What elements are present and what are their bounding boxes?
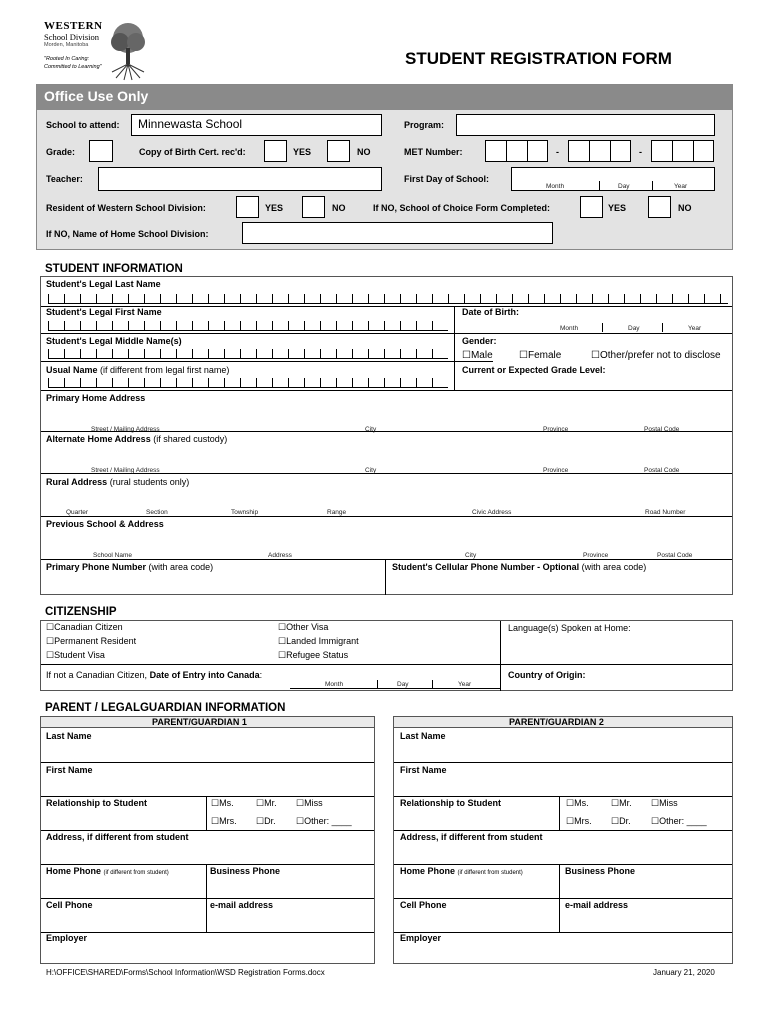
dob-year: Year — [688, 325, 702, 332]
logo-sub: School Division — [44, 32, 100, 42]
met-input-1[interactable] — [485, 140, 548, 162]
rural-range: Range — [327, 509, 347, 516]
tree-icon — [106, 20, 150, 82]
origin-label: Country of Origin: — [508, 670, 586, 680]
met-dash-2: - — [639, 147, 642, 157]
g2-first-name: First Name — [400, 765, 447, 775]
g2-business-phone: Business Phone — [565, 866, 636, 876]
grade-level-label: Current or Expected Grade Level: — [462, 365, 606, 375]
alt-address-label: Alternate Home Address (if shared custody) — [46, 434, 228, 444]
teacher-label: Teacher: — [46, 174, 83, 184]
school-label: School to attend: — [46, 120, 120, 130]
g2-miss[interactable]: ☐Miss — [651, 798, 678, 808]
program-label: Program: — [404, 120, 445, 130]
g1-relationship: Relationship to Student — [46, 798, 147, 808]
school-value: Minnewasta School — [138, 117, 243, 131]
first-name-input[interactable] — [48, 321, 448, 331]
met-label: MET Number: — [404, 147, 463, 157]
gender-other[interactable]: ☐Other/prefer not to disclose — [591, 350, 721, 361]
g1-mr[interactable]: ☐Mr. — [256, 798, 277, 808]
g1-employer: Employer — [46, 933, 88, 943]
g1-mrs[interactable]: ☐Mrs. — [211, 816, 237, 826]
g2-other[interactable]: ☐Other: ____ — [651, 816, 707, 826]
met-input-2[interactable] — [568, 140, 631, 162]
entry-day: Day — [397, 681, 409, 688]
g1-business-phone: Business Phone — [210, 866, 281, 876]
form-title: STUDENT REGISTRATION FORM — [405, 49, 672, 68]
first-day-year: Year — [674, 183, 688, 190]
choice-no-box[interactable] — [648, 196, 671, 218]
g1-miss[interactable]: ☐Miss — [296, 798, 323, 808]
prev-school-name: School Name — [93, 552, 133, 559]
canadian-citizen[interactable]: ☐Canadian Citizen — [46, 622, 123, 632]
g2-mrs[interactable]: ☐Mrs. — [566, 816, 592, 826]
logo-motto-1: "Rooted In Caring: — [44, 56, 90, 62]
logo-name: WESTERN — [44, 20, 103, 32]
primary-street: Street / Mailing Address — [91, 426, 160, 433]
g1-email: e-mail address — [210, 900, 274, 910]
logo-place: Morden, Manitoba — [44, 42, 89, 48]
g2-address: Address, if different from student — [400, 832, 543, 842]
middle-name-input[interactable] — [48, 349, 448, 359]
first-day-day: Day — [618, 183, 630, 190]
grade-label: Grade: — [46, 147, 76, 157]
dob-month: Month — [560, 325, 579, 332]
first-day-month: Month — [546, 183, 565, 190]
g2-employer: Employer — [400, 933, 442, 943]
alt-postal: Postal Code — [644, 467, 680, 474]
g1-first-name: First Name — [46, 765, 93, 775]
landed-immigrant[interactable]: ☐Landed Immigrant — [278, 636, 359, 646]
g2-last-name: Last Name — [400, 731, 446, 741]
entry-date-label: If not a Canadian Citizen, Date of Entry into Canada: — [46, 670, 263, 680]
choice-label: If NO, School of Choice Form Completed: — [373, 203, 551, 213]
rural-road: Road Number — [645, 509, 686, 516]
dob-day: Day — [628, 325, 640, 332]
prev-school-province: Province — [583, 552, 609, 559]
g1-address: Address, if different from student — [46, 832, 189, 842]
gender-female[interactable]: ☐Female — [519, 350, 562, 361]
office-title: Office Use Only — [37, 85, 732, 110]
teacher-input[interactable] — [98, 167, 382, 191]
home-div-label: If NO, Name of Home School Division: — [46, 229, 209, 239]
student-heading: STUDENT INFORMATION — [45, 263, 183, 275]
last-name-label: Student's Legal Last Name — [46, 279, 161, 289]
birth-cert-no: NO — [357, 147, 371, 157]
languages-label: Language(s) Spoken at Home: — [508, 623, 631, 633]
rural-address-label: Rural Address (rural students only) — [46, 477, 190, 487]
alt-city: City — [365, 467, 377, 474]
met-input-3[interactable] — [651, 140, 714, 162]
resident-yes: YES — [265, 203, 284, 213]
g1-cell-phone: Cell Phone — [46, 900, 93, 910]
other-visa[interactable]: ☐Other Visa — [278, 622, 329, 632]
g2-email: e-mail address — [565, 900, 629, 910]
student-visa[interactable]: ☐Student Visa — [46, 650, 105, 660]
guardian-1-title: PARENT/GUARDIAN 1 — [152, 717, 247, 727]
primary-address-label: Primary Home Address — [46, 393, 146, 403]
prev-school-city: City — [465, 552, 477, 559]
g2-relationship: Relationship to Student — [400, 798, 501, 808]
birth-cert-yes-box[interactable] — [264, 140, 287, 162]
guardian-2-title: PARENT/GUARDIAN 2 — [509, 717, 604, 727]
permanent-resident[interactable]: ☐Permanent Resident — [46, 636, 137, 646]
rural-section: Section — [146, 509, 168, 516]
footer-path: H:\OFFICE\SHARED\Forms\School Information\WSD Registration Forms.docx — [46, 968, 325, 977]
rural-township: Township — [231, 509, 259, 516]
refugee-status[interactable]: ☐Refugee Status — [278, 650, 349, 660]
parent-heading: PARENT / LEGALGUARDIAN INFORMATION — [45, 702, 286, 714]
resident-no: NO — [332, 203, 346, 213]
resident-no-box[interactable] — [302, 196, 325, 218]
usual-name-input[interactable] — [48, 378, 448, 388]
g2-dr[interactable]: ☐Dr. — [611, 816, 631, 826]
entry-year: Year — [458, 681, 472, 688]
choice-no: NO — [678, 203, 692, 213]
entry-month: Month — [325, 681, 344, 688]
alt-street: Street / Mailing Address — [91, 467, 160, 474]
gender-male[interactable]: ☐Male — [462, 350, 493, 361]
g2-mr[interactable]: ☐Mr. — [611, 798, 632, 808]
usual-name-label: Usual Name (if different from legal first name) — [46, 365, 230, 375]
program-input[interactable] — [456, 114, 715, 136]
grade-input[interactable] — [89, 140, 113, 162]
rural-civic: Civic Address — [472, 509, 512, 516]
primary-province: Province — [543, 426, 569, 433]
birth-cert-no-box[interactable] — [327, 140, 350, 162]
gender-label: Gender: — [462, 336, 497, 346]
g2-ms[interactable]: ☐Ms. — [566, 798, 589, 808]
prev-school-address: Address — [268, 552, 292, 559]
dob-label: Date of Birth: — [462, 307, 519, 317]
alt-province: Province — [543, 467, 569, 474]
resident-label: Resident of Western School Division: — [46, 203, 206, 213]
g2-cell-phone: Cell Phone — [400, 900, 447, 910]
primary-city: City — [365, 426, 377, 433]
home-div-input[interactable] — [242, 222, 553, 244]
rural-quarter: Quarter — [66, 509, 89, 516]
footer-date: January 21, 2020 — [653, 968, 715, 977]
prev-school-postal: Postal Code — [657, 552, 693, 559]
first-day-label: First Day of School: — [404, 174, 490, 184]
prev-school-label: Previous School & Address — [46, 519, 164, 529]
met-dash-1: - — [556, 147, 559, 157]
cell-phone-label: Student's Cellular Phone Number - Optional (with area code) — [392, 562, 647, 572]
last-name-input[interactable] — [48, 294, 728, 304]
resident-yes-box[interactable] — [236, 196, 259, 218]
choice-yes-box[interactable] — [580, 196, 603, 218]
g1-home-phone: Home Phone (if different from student) — [46, 866, 169, 876]
birth-cert-label: Copy of Birth Cert. rec'd: — [139, 147, 246, 157]
primary-phone-label: Primary Phone Number (with area code) — [46, 562, 214, 572]
first-name-label: Student's Legal First Name — [46, 307, 162, 317]
logo-motto-2: Committed to Learning" — [44, 64, 102, 70]
middle-name-label: Student's Legal Middle Name(s) — [46, 336, 182, 346]
citizenship-heading: CITIZENSHIP — [45, 606, 117, 618]
birth-cert-yes: YES — [293, 147, 312, 157]
g1-ms[interactable]: ☐Ms. — [211, 798, 234, 808]
primary-postal: Postal Code — [644, 426, 680, 433]
g1-other[interactable]: ☐Other: ____ — [296, 816, 352, 826]
choice-yes: YES — [608, 203, 627, 213]
g2-home-phone: Home Phone (if different from student) — [400, 866, 523, 876]
g1-last-name: Last Name — [46, 731, 92, 741]
logo — [44, 20, 154, 84]
g1-dr[interactable]: ☐Dr. — [256, 816, 276, 826]
